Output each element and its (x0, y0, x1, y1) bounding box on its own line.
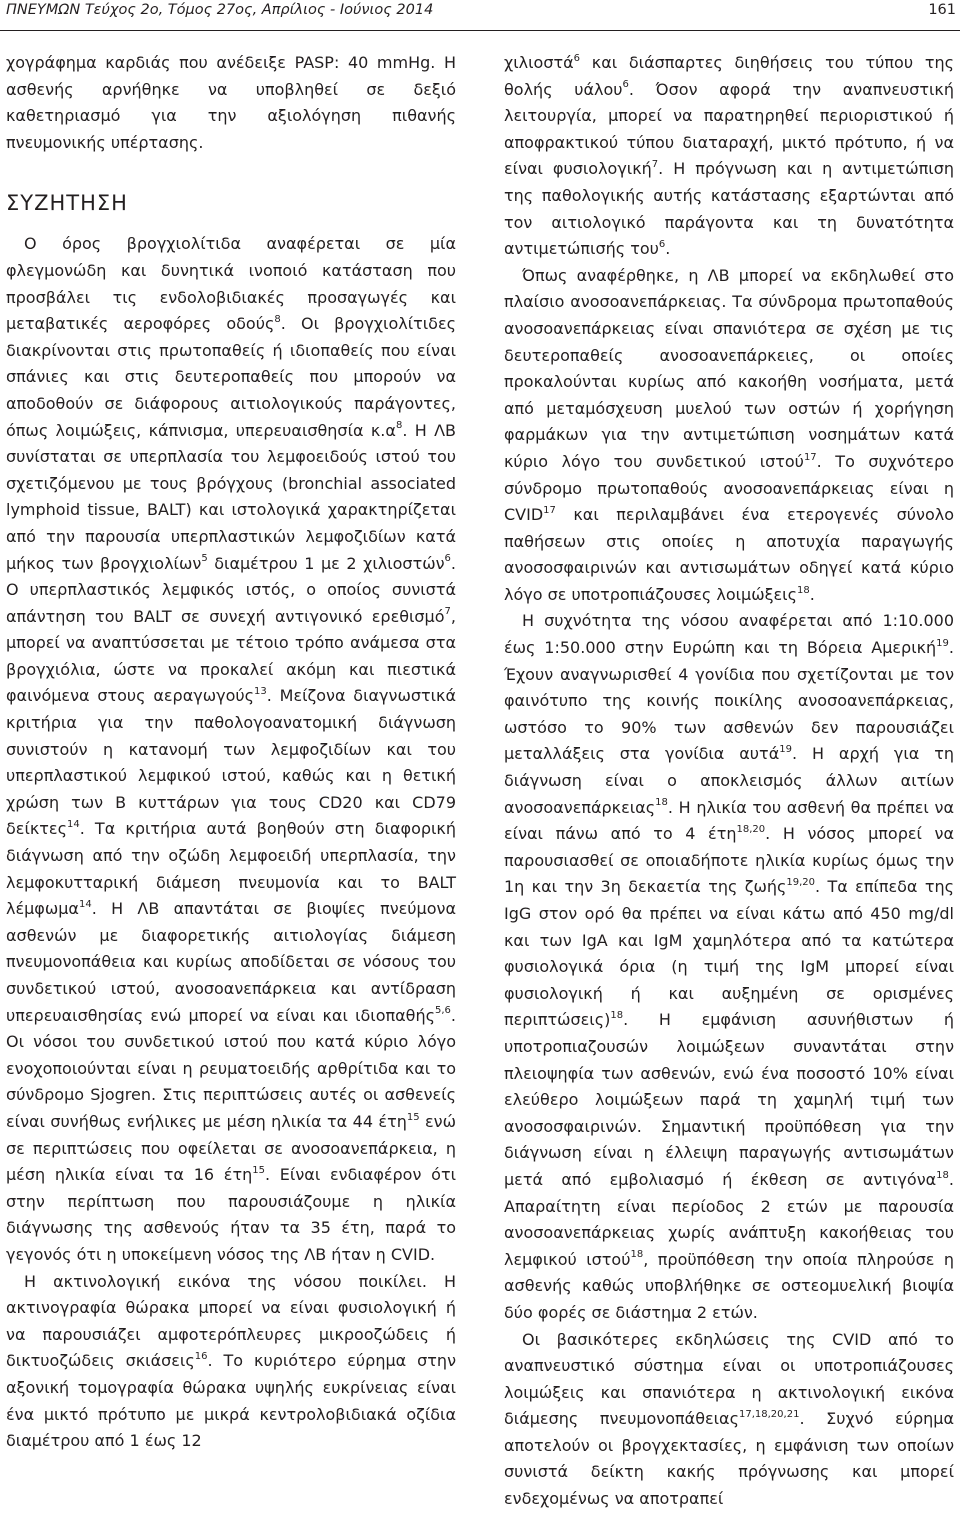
text-run: . Ο υπερπλαστικός λεμφικός ιστός, ο οποίος συνιστά απάντηση του BALT σε συνεχή αντιγονικό ερεθισμό (6, 553, 457, 626)
paragraph (504, 1327, 954, 1513)
text-run: Οι βασικότερες εκδηλώσεις της CVID από το αναπνευστικό σύστημα είναι οι υποτροπιάζουσες λοιμώξεις και σπανιότερα η ακτινολογική εικόνα διάμεσης πνευμονοπάθειας (504, 1329, 954, 1429)
citation-ref: 18 (610, 1010, 624, 1022)
citation-ref: 6 (444, 553, 451, 565)
citation-ref: 15 (406, 1111, 420, 1123)
text-run: και διάσπαρτες διηθήσεις του τύπου της θολής υάλου (504, 53, 954, 99)
citation-ref: 17 (543, 504, 556, 516)
text-run: , μπορεί να αναπτύσσεται με τέτοιο τρόπο ανάμεσα στα βρογχιόλια, ώστε να προκαλεί ακόμη και πιεστικά φαινόμενα στους αεραγωγούς (6, 606, 456, 706)
text-run: . Μείζονα διαγνωστικά κριτήρια για την παθολογοανατομική διάγνωση συνιστούν η κατανομή των λεμφοζιδίων και του υπερπλαστικού λεμφικού ιστού, καθώς και η θετική χρώση των Β κυττάρων για τους CD20 και CD79 δείκτες (6, 686, 456, 839)
paragraph (6, 1269, 456, 1455)
text-run: . Η ΛΒ συνίσταται σε υπερπλασία του λεμφοειδούς ιστού του σχετιζόμενου με τους βρόγχους (bronchial associated lymphoid tissue, BALT) και ιστολογικά χαρακτηρίζεται από την παρουσία υπερπλαστικών λεμφοζιδίων κατά μήκος των βρογχιολίων (6, 420, 456, 573)
paragraph (504, 608, 954, 1326)
text-run: . Έχουν αναγνωρισθεί 4 γονίδια που σχετίζονται με τον φαινότυπο της κοινής ποικίλης ανοσοανεπάρκειας, ωστόσο το 90% των ασθενών δεν παρουσιάζει μεταλλάξεις στα γονίδια αυτά (504, 638, 954, 764)
citation-ref: 19 (779, 744, 792, 756)
citation-ref: 17,18,20,21 (739, 1408, 800, 1420)
right-column (504, 50, 954, 1513)
citation-ref: 5 (201, 553, 208, 565)
text-run: Η ακτινολογική εικόνα της νόσου ποικίλει. Η ακτινογραφία θώρακα μπορεί να είναι φυσιολογική ή να παρουσιάζει αμφοτερόπλευρες μικροοζώδεις ή δικτυοζώδεις σκιάσεις (6, 1271, 456, 1371)
citation-ref: 18,20 (736, 823, 766, 835)
citation-ref: 8 (274, 313, 281, 325)
text-run: . Συχνό εύρημα αποτελούν οι βρογχεκτασίες, η εμφάνιση των οποίων συνιστά δείκτη κακής πρόγνωσης και μπορεί ενδεχομένως να αποτραπεί (504, 1409, 954, 1509)
text-run: Ο όρος βρογχιολίτιδα αναφέρεται σε μία φλεγμονώδη και δυνητικά ινοποιό κατάσταση που προσβάλει τις ενδολοβιδιακές προσαγωγές και μεταβατικές αεροφόρες οδούς (6, 234, 456, 334)
text-run: . Απαραίτητη είναι περίοδος 2 ετών με παρουσία ανοσοανεπάρκειας χωρίς ανάπτυξη κακοήθειας του λεμφικού ιστού (504, 1169, 954, 1269)
text-run: Όπως αναφέρθηκε, η ΛΒ μπορεί να εκδηλωθεί στο πλαίσιο ανοσοανεπάρκειας. Τα σύνδρομα πρωτοπαθούς ανοσοανεπάρκειας είναι σπανιότερα σε σχέση με τις δευτεροπαθείς ανοσοανεπάρκειες, οι οποίες προκαλούνται κυρίως από κακοήθη νοσήματα, μετά από μεταμόσχευση μυελού των οστών ή χορήγηση φαρμάκων για την αντιμετώπιση νοσημάτων κατά κύριο λόγο του συνδετικού ιστού (504, 265, 954, 471)
citation-ref: 14 (66, 819, 80, 831)
text-run: . Το συχνότερο σύνδρομο πρωτοπαθούς ανοσοανεπάρκειας είναι η CVID (504, 451, 954, 525)
citation-ref: 18 (936, 1169, 949, 1181)
text-run: . Οι νόσοι του συνδετικού ιστού που κατά κύριο λόγο ενοχοποιούνται είναι η ρευματοειδής αρθρίτιδα και το σύνδρομο Sjogren. Στις περιπτώσεις αυτές οι ασθενείς είναι συνήθως ενήλικες με μέση ηλικία τα 44 έτη (6, 1005, 456, 1131)
text-run: , προϋπόθεση την οποία πληρούσε η ασθενής καθώς υποβλήθηκε σε οστεομυελική βιοψία δύο φορές σε διάστημα 2 ετών. (504, 1249, 955, 1322)
paragraph (504, 50, 954, 263)
citation-ref: 7 (444, 606, 451, 618)
citation-ref: 18 (630, 1249, 644, 1261)
citation-ref: 6 (622, 79, 629, 91)
citation-ref: 8 (395, 420, 403, 432)
text-run: . Η πρόγνωση και η αντιμετώπιση της παθολογικής αυτής κατάστασης εξαρτώνται από τον αιτιολογικό παράγοντα και τη δυνατότητα αντιμετώπισής του (504, 159, 954, 259)
citation-ref: 18 (655, 797, 668, 809)
section-heading-discussion: ΣΥΖΗΤΗΣΗ (6, 191, 128, 216)
text-run: ενώ σε περιπτώσεις που οφείλεται σε ανοσοανεπάρκεια, η μέση ηλικία είναι τα 16 έτη (6, 1111, 456, 1185)
text-run: . Η εμφάνιση ασυνήθιστων ή υποτροπιαζουσών λοιμώξεων συναντάται στην πλειοψηφία των ασθενών, ενώ ένα ποσοστό 10% είναι ελεύθερο λοιμώξεων παρά τη χαμηλή τιμή των ανοσοσφαιρινών. Σημαντική προϋπόθεση για την διάγνωση είναι η έλλειψη παραγωγής αντισωμάτων μετά από εμβολιασμό ή έκθεση σε αντιγόνα (504, 1010, 954, 1189)
text-run: διαμέτρου 1 με 2 χιλιοστών (207, 553, 445, 573)
citation-ref: 19 (936, 637, 949, 649)
text-run: . (665, 239, 671, 259)
text-run: . Η νόσος μπορεί να παρουσιασθεί σε οποιαδήποτε ηλικία κυρίως όμως την 1η και την 3η δεκαετία της ζωής (504, 824, 954, 897)
citation-ref: 17 (803, 451, 817, 463)
citation-ref: 13 (254, 686, 267, 698)
paragraph (6, 231, 456, 1268)
citation-ref: 7 (651, 159, 659, 171)
text-run: . Η αρχή για τη διάγνωση είναι ο αποκλεισμός άλλων αιτίων ανοσοανεπάρκειας (504, 744, 955, 817)
text-run: . Τα κριτήρια αυτά βοηθούν στη διαφορική διάγνωση από την οζώδη λεμφοειδή υπερπλασία, την λεμφοκυτταρική διάμεση πνευμονία και το BALT λέμφωμα (6, 819, 456, 919)
journal-title: ΠΝΕΥΜΩΝ Τεύχος 2ο, Τόμος 27ος, Απρίλιος - Ιούνιος 2014 (6, 2, 434, 18)
text-run: Η συχνότητα της νόσου αναφέρεται από 1:10.000 έως 1:50.000 στην Ευρώπη και τη Βόρεια Αμερική (504, 611, 954, 658)
text-run: . Η ΛΒ απαντάται σε βιοψίες πνεύμονα ασθενών με διαφορετικής αιτιολογίας διάμεση πνευμονοπάθεια και κυρίως αποδίδεται σε νόσους του συνδετικού ιστού, ανοσοανεπάρκεια και αντίδραση υπερευαισθησίας ενώ μπορεί να είναι και ιδιοπαθής (6, 899, 456, 1025)
text-run: και περιλαμβάνει ένα ετερογενές σύνολο παθήσεων στις οποίες η αποτυχία παραγωγής ανοσοσφαιρινών και αντισωμάτων οδηγεί κατά κύριο λόγο σε υποτροπιάζουσες λοιμώξεις (504, 505, 954, 604)
citation-ref: 18 (796, 584, 810, 596)
citation-ref: 6 (658, 238, 666, 250)
citation-ref: 15 (252, 1164, 265, 1176)
text-run: . Όσον αφορά την αναπνευστική λειτουργία, μπορεί να παρατηρηθεί περιοριστικού ή αποφρακτικού τύπου διαταραχή, μικτό πρότυπο, ή να είναι φυσιολογική (504, 79, 955, 179)
running-header (0, 0, 960, 30)
left-column (6, 50, 456, 1455)
text-run: . Η ηλικία του ασθενή θα πρέπει να είναι πάνω από το 4 έτη (504, 797, 954, 844)
citation-ref: 16 (194, 1350, 208, 1362)
text-run: . (809, 584, 815, 604)
citation-ref: 5,6 (435, 1005, 451, 1017)
citation-ref: 14 (78, 898, 92, 910)
header-rule (0, 30, 960, 31)
citation-ref: 6 (573, 52, 581, 64)
citation-ref: 19,20 (786, 877, 816, 889)
page-number: 161 (928, 2, 956, 18)
text-run: . Το κυριότερο εύρημα στην αξονική τομογραφία θώρακα υψηλής ευκρίνειας είναι ένα μικτό πρότυπο με μικρά κεντρολοβιδιακά οζίδια διαμέτρου από 1 έως 12 (6, 1351, 457, 1451)
text-run: . Τα επίπεδα της IgG στον ορό θα πρέπει να είναι κάτω από 450 mg/dl και των IgA και IgM χαμηλότερα από τα κατώτερα φυσιολογικά όρια (η τιμή της IgM μπορεί είναι φυσιολογική ή και αυξημένη σε ορισμένες περιπτώσεις) (504, 877, 955, 1030)
text-run: χιλιοστά (504, 53, 574, 72)
paragraph-case-end: χογράφημα καρδιάς που ανέδειξε PASP: 40 mmHg. Η ασθενής αρνήθηκε να υποβληθεί σε δεξιό καθετηριασμό για την αξιολόγηση πιθανής πνευμονικής υπέρτασης. (6, 53, 456, 152)
text-run: . Είναι ενδιαφέρον ότι στην περίπτωση που παρουσιάζουμε η ηλικία διάγνωσης της ασθενούς ήταν τα 35 έτη, παρά το γεγονός ότι η υποκείμενη νόσος της ΛΒ ήταν η CVID. (6, 1165, 457, 1264)
paragraph (504, 263, 954, 609)
text-run: . Οι βρογχιολίτιδες διακρίνονται στις πρωτοπαθείς ή ιδιοπαθείς που είναι σπάνιες και στις δευτεροπαθείς που μπορούν να αποδοθούν σε διάφορους αιτιολογικούς παράγοντες, όπως λοιμώξεις, κάπνισμα, υπερευαισθησία κ.α (6, 314, 456, 440)
